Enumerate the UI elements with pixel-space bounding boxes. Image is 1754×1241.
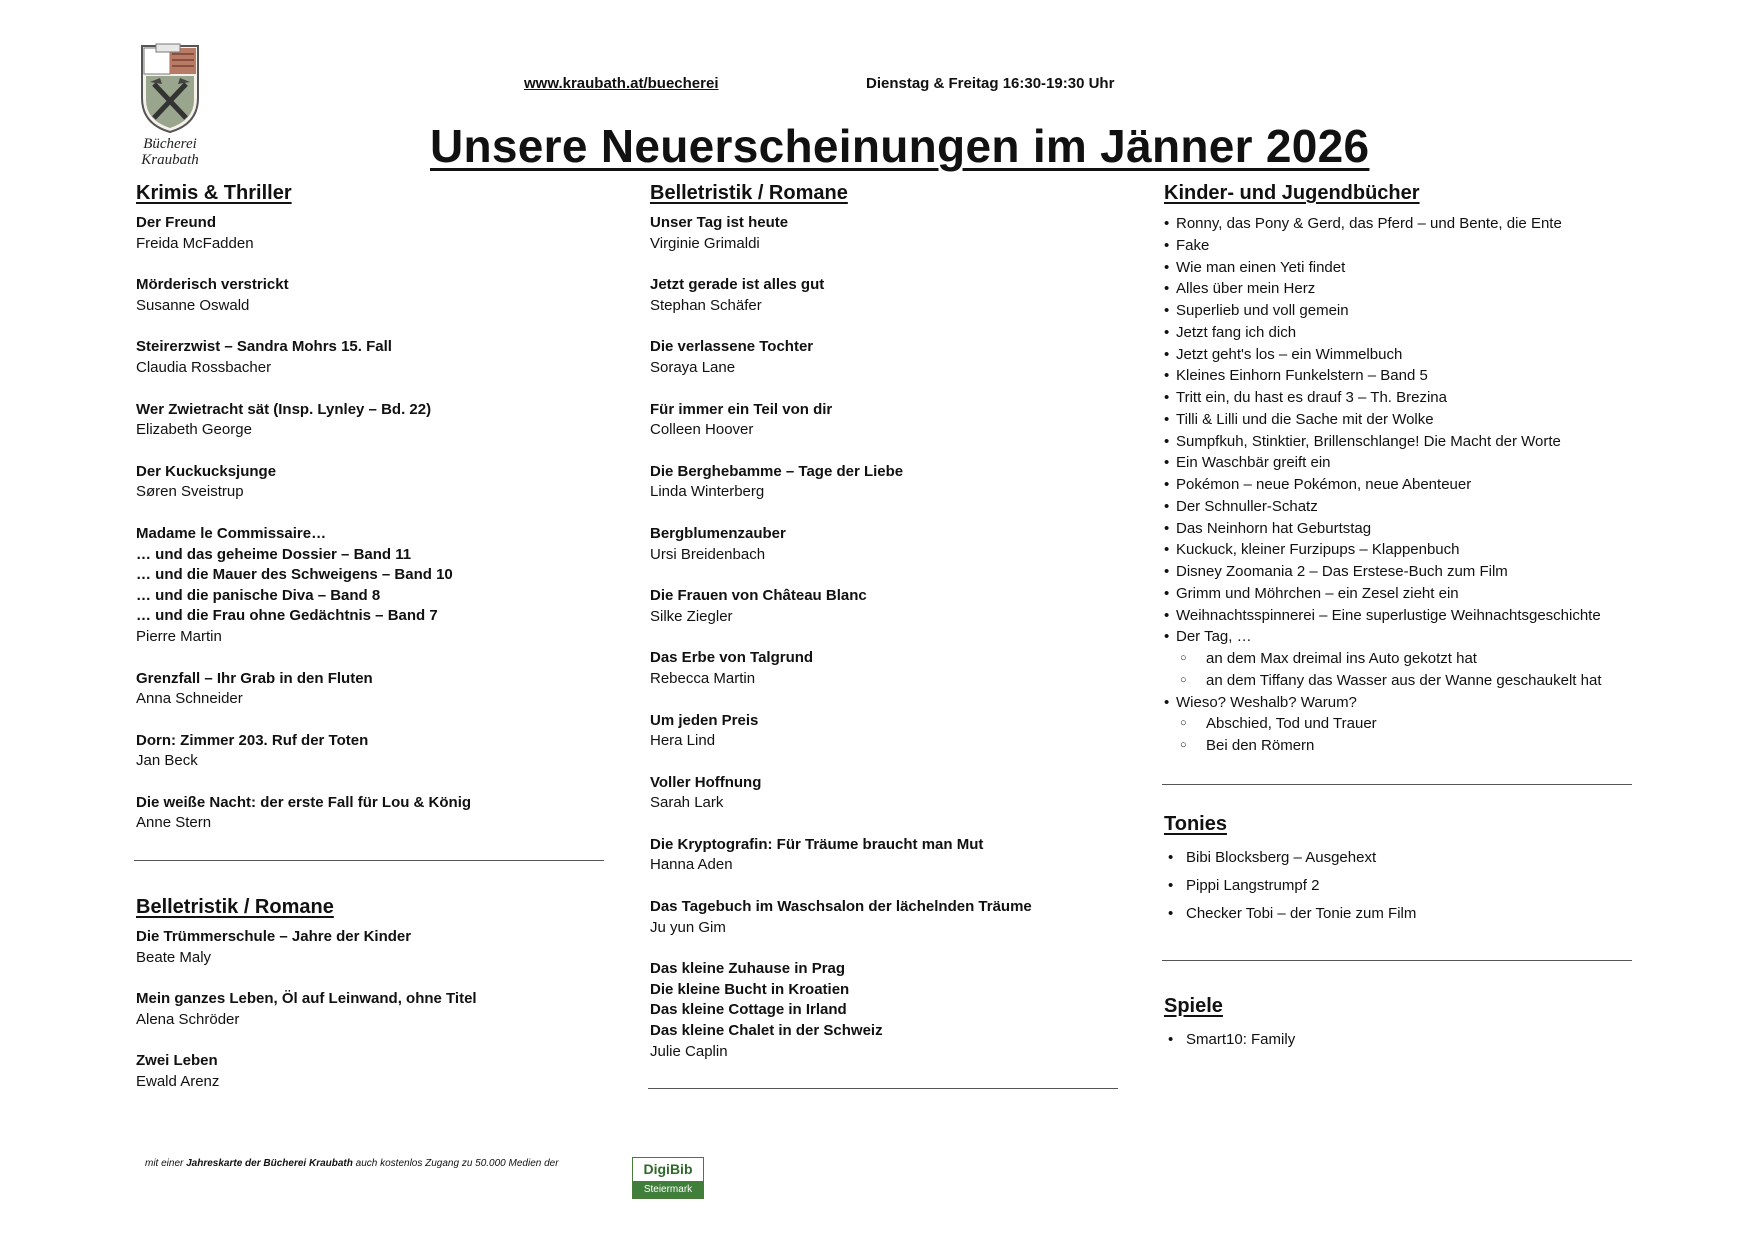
book-title: Mörderisch verstrickt: [136, 276, 289, 294]
book-entry: [136, 462, 606, 503]
book-entry: [650, 648, 1130, 689]
coat-of-arms-icon: [136, 40, 204, 136]
book-title: Jetzt gerade ist alles gut: [650, 276, 825, 294]
section-heading-tonies: Tonies: [1164, 813, 1227, 835]
book-entry: [136, 524, 606, 648]
book-entry: [650, 213, 1130, 254]
list-item: • Wie man einen Yeti findet: [1164, 257, 1644, 279]
book-entry: [136, 669, 606, 710]
book-entry: [136, 1051, 606, 1092]
library-url-link[interactable]: www.kraubath.at/buecherei: [524, 75, 719, 92]
list-item: • Bibi Blocksberg – Ausgehext: [1164, 844, 1644, 872]
footer-text-post: auch kostenlos Zugang zu 50.000 Medien der: [352, 1158, 559, 1169]
section-belletristik-1: [136, 895, 606, 1114]
book-title: Grenzfall – Ihr Grab in den Fluten: [136, 669, 373, 687]
list-item: • Superlieb und voll gemein: [1164, 300, 1644, 322]
section-heading-belletristik: Belletristik / Romane: [650, 182, 848, 204]
section-spiele: [1164, 994, 1644, 1054]
book-title: Die Berghebamme – Tage der Liebe: [650, 462, 904, 480]
book-author: Søren Sveistrup: [136, 483, 244, 501]
list-item: • Ein Waschbär greift ein: [1164, 452, 1644, 474]
book-author: Rebecca Martin: [650, 669, 756, 687]
book-title: Dorn: Zimmer 203. Ruf der Toten: [136, 731, 369, 749]
kinder-list: [1164, 213, 1644, 757]
book-author: Pierre Martin: [136, 627, 222, 645]
book-author: Virginie Grimaldi: [650, 234, 760, 252]
book-entry: [650, 337, 1130, 378]
book-entry: [650, 462, 1130, 503]
book-title: Die verlassene Tochter: [650, 338, 814, 356]
book-entry: [136, 989, 606, 1030]
book-entry: [650, 524, 1130, 565]
digibib-logo-bottom: Steiermark: [633, 1181, 703, 1198]
book-author: Ewald Arenz: [136, 1072, 220, 1090]
list-item: • Pokémon – neue Pokémon, neue Abenteuer: [1164, 474, 1644, 496]
book-author: Hera Lind: [650, 732, 716, 750]
book-subtitle: … und die panische Diva – Band 8: [136, 586, 381, 604]
book-author: Ju yun Gim: [650, 918, 726, 936]
book-title: Voller Hoffnung: [650, 773, 762, 791]
book-entry: [136, 213, 606, 254]
book-title: Zwei Leben: [136, 1052, 218, 1070]
book-title: Madame le Commissaire…: [136, 524, 327, 542]
logo-text-line1: Bücherei: [143, 136, 197, 152]
section-heading-kinder: Kinder- und Jugendbücher: [1164, 182, 1420, 204]
list-item: • Kuckuck, kleiner Furzipups – Klappenbuch: [1164, 539, 1644, 561]
library-logo: [120, 40, 220, 170]
book-subtitle: … und die Mauer des Schweigens – Band 10: [136, 566, 453, 584]
list-item: • Sumpfkuh, Stinktier, Brillenschlange! Die Macht der Worte: [1164, 431, 1644, 453]
list-item: • Weihnachtsspinnerei – Eine superlustige Weihnachtsgeschichte: [1164, 605, 1644, 627]
section-heading-spiele: Spiele: [1164, 995, 1223, 1017]
book-author: Elizabeth George: [136, 421, 252, 439]
book-entry: [136, 731, 606, 772]
book-subtitle: Das kleine Cottage in Irland: [650, 1001, 847, 1019]
book-title: Die Kryptografin: Für Träume braucht man Mut: [650, 835, 984, 853]
book-title: Die Frauen von Château Blanc: [650, 587, 867, 605]
sub-list-item: ○ an dem Tiffany das Wasser aus der Wanne geschaukelt hat: [1164, 670, 1644, 692]
list-item: • Wieso? Weshalb? Warum?: [1164, 692, 1644, 714]
book-entry: [136, 793, 606, 834]
book-author: Sarah Lark: [650, 794, 724, 812]
book-title: Steirerzwist – Sandra Mohrs 15. Fall: [136, 338, 392, 356]
list-item: • Das Neinhorn hat Geburtstag: [1164, 518, 1644, 540]
book-title: Um jeden Preis: [650, 711, 759, 729]
book-author: Linda Winterberg: [650, 483, 765, 501]
book-entry: [136, 400, 606, 441]
book-entry: [650, 897, 1130, 938]
book-title: Mein ganzes Leben, Öl auf Leinwand, ohne Titel: [136, 990, 477, 1008]
sub-list-item: ○ Abschied, Tod und Trauer: [1164, 713, 1644, 735]
list-item: • Jetzt fang ich dich: [1164, 322, 1644, 344]
digibib-logo[interactable]: [632, 1157, 704, 1199]
list-item: • Tritt ein, du hast es drauf 3 – Th. Brezina: [1164, 387, 1644, 409]
book-title: Wer Zwietracht sät (Insp. Lynley – Bd. 22): [136, 400, 432, 418]
sub-list-item: ○ Bei den Römern: [1164, 735, 1644, 757]
book-author: Silke Ziegler: [650, 607, 733, 625]
divider: [134, 860, 604, 861]
section-tonies: [1164, 812, 1644, 928]
book-author: Claudia Rossbacher: [136, 358, 272, 376]
footer-text-pre: mit einer: [145, 1158, 187, 1169]
tonies-list: [1164, 844, 1644, 928]
section-heading-krimis: Krimis & Thriller: [136, 182, 292, 204]
list-item: • Ronny, das Pony & Gerd, das Pferd – und Bente, die Ente: [1164, 213, 1644, 235]
book-author: Alena Schröder: [136, 1010, 240, 1028]
list-item: • Pippi Langstrumpf 2: [1164, 872, 1644, 900]
book-author: Hanna Aden: [650, 856, 733, 874]
book-entry: [650, 959, 1130, 1062]
book-entry: [650, 275, 1130, 316]
book-title: Das kleine Zuhause in Prag: [650, 960, 846, 978]
divider: [648, 1088, 1118, 1089]
section-belletristik-2: [650, 181, 1130, 1083]
section-kinder: [1164, 181, 1644, 757]
book-entry: [650, 586, 1130, 627]
book-subtitle: Die kleine Bucht in Kroatien: [650, 980, 850, 998]
book-author: Stephan Schäfer: [650, 296, 762, 314]
list-item: • Alles über mein Herz: [1164, 278, 1644, 300]
list-item: • Fake: [1164, 235, 1644, 257]
list-item: • Kleines Einhorn Funkelstern – Band 5: [1164, 365, 1644, 387]
opening-hours: Dienstag & Freitag 16:30-19:30 Uhr: [866, 75, 1115, 92]
book-title: Das Tagebuch im Waschsalon der lächelnden Träume: [650, 898, 1032, 916]
list-item: • Der Schnuller-Schatz: [1164, 496, 1644, 518]
spiele-list: [1164, 1026, 1644, 1054]
list-item: • Grimm und Möhrchen – ein Zesel zieht ein: [1164, 583, 1644, 605]
book-title: Die weiße Nacht: der erste Fall für Lou & König: [136, 793, 472, 811]
book-subtitle: Das kleine Chalet in der Schweiz: [650, 1022, 883, 1040]
book-entry: [650, 835, 1130, 876]
book-author: Jan Beck: [136, 752, 198, 770]
book-entry: [136, 927, 606, 968]
list-item: • Der Tag, …: [1164, 626, 1644, 648]
list-item: • Checker Tobi – der Tonie zum Film: [1164, 900, 1644, 928]
book-entry: [650, 773, 1130, 814]
page-title: Unsere Neuerscheinungen im Jänner 2026: [430, 120, 1370, 172]
book-title: Für immer ein Teil von dir: [650, 400, 833, 418]
book-author: Anne Stern: [136, 814, 212, 832]
list-item: • Tilli & Lilli und die Sache mit der Wolke: [1164, 409, 1644, 431]
book-entry: [136, 275, 606, 316]
book-author: Susanne Oswald: [136, 296, 250, 314]
book-author: Beate Maly: [136, 948, 212, 966]
book-author: Julie Caplin: [650, 1042, 728, 1060]
book-subtitle: … und die Frau ohne Gedächtnis – Band 7: [136, 607, 438, 625]
sub-list-item: ○ an dem Max dreimal ins Auto gekotzt hat: [1164, 648, 1644, 670]
list-item: • Disney Zoomania 2 – Das Erstese-Buch zum Film: [1164, 561, 1644, 583]
book-subtitle: … und das geheime Dossier – Band 11: [136, 545, 412, 563]
section-heading-belletristik: Belletristik / Romane: [136, 896, 334, 918]
footer-note: [145, 1158, 559, 1169]
book-title: Unser Tag ist heute: [650, 214, 789, 231]
section-krimis: [136, 181, 606, 855]
book-author: Ursi Breidenbach: [650, 545, 766, 563]
book-title: Bergblumenzauber: [650, 524, 786, 542]
book-title: Der Kuckucksjunge: [136, 462, 277, 480]
book-author: Anna Schneider: [136, 690, 243, 708]
book-entry: [650, 711, 1130, 752]
footer-text-bold: Jahreskarte der Bücherei Kraubath: [186, 1158, 353, 1169]
list-item: • Smart10: Family: [1164, 1026, 1644, 1054]
book-title: Die Trümmerschule – Jahre der Kinder: [136, 928, 412, 945]
book-author: Soraya Lane: [650, 358, 736, 376]
divider: [1162, 960, 1632, 961]
book-title: Der Freund: [136, 214, 217, 231]
logo-text-line2: Kraubath: [141, 152, 199, 168]
book-title: Das Erbe von Talgrund: [650, 649, 814, 667]
book-author: Colleen Hoover: [650, 421, 754, 439]
book-author: Freida McFadden: [136, 234, 254, 252]
divider: [1162, 784, 1632, 785]
book-entry: [136, 337, 606, 378]
book-entry: [650, 400, 1130, 441]
list-item: • Jetzt geht's los – ein Wimmelbuch: [1164, 344, 1644, 366]
digibib-logo-top: DigiBib: [643, 1161, 693, 1177]
